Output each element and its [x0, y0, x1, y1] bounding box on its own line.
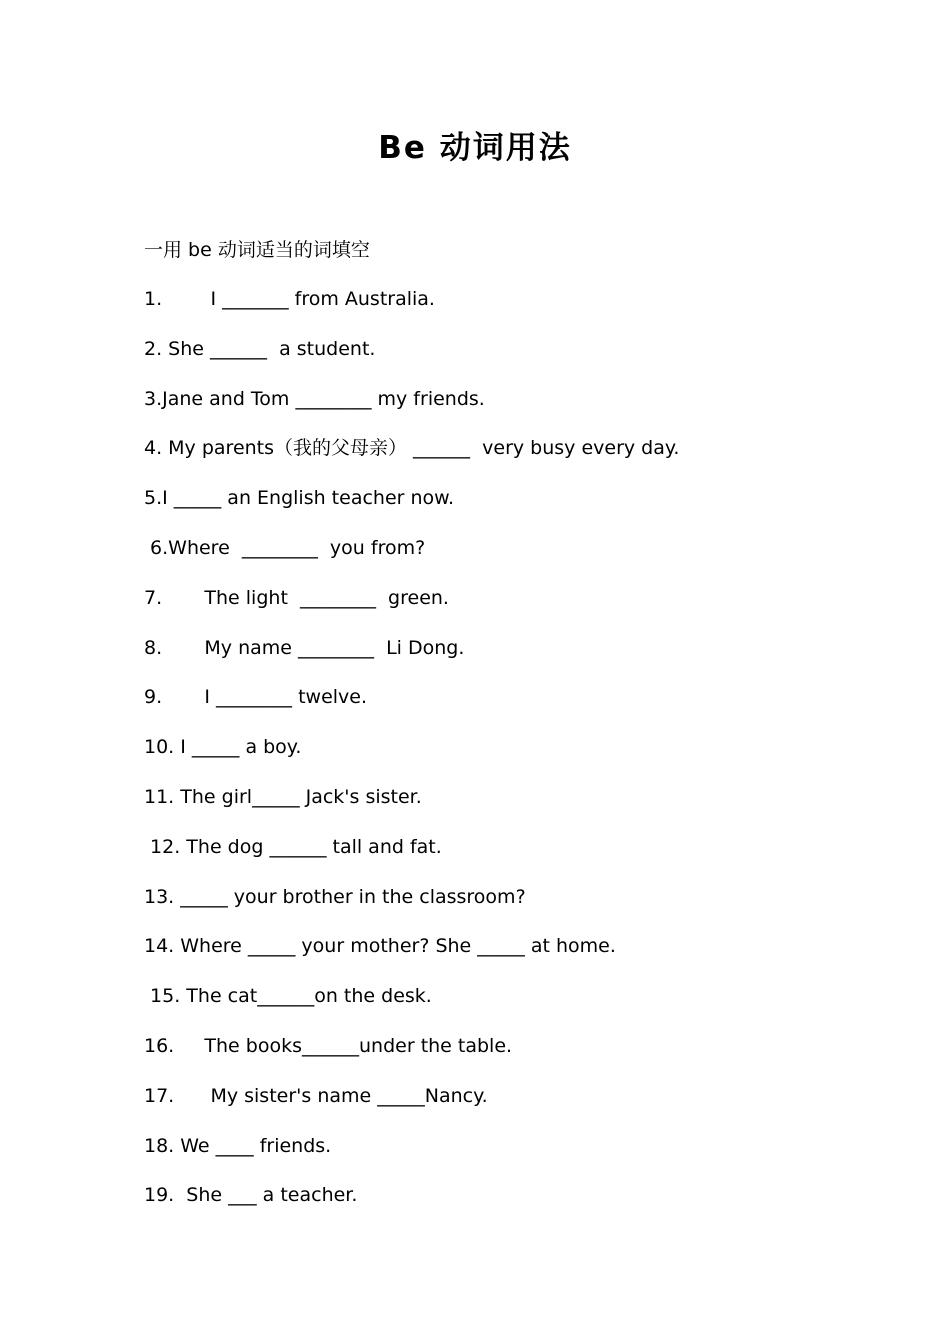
question-item: 18. We ____ friends. — [144, 1134, 332, 1157]
exercise-instruction: 一用 be 动词适当的词填空 — [144, 239, 370, 261]
question-item: 4. My parents（我的父母亲） ______ very busy every day. — [144, 437, 680, 460]
question-item: 17. My sister's name _____Nancy. — [144, 1084, 488, 1107]
question-item: 10. I _____ a boy. — [144, 736, 302, 759]
question-item: 1. I _______ from Australia. — [144, 288, 435, 310]
question-item: 15. The cat______on the desk. — [144, 985, 432, 1008]
question-item: 9. I ________ twelve. — [144, 686, 368, 709]
question-item: 2. She ______ a student. — [144, 337, 376, 360]
question-item: 8. My name ________ Li Dong. — [144, 636, 465, 659]
question-item: 16. The books______under the table. — [144, 1034, 513, 1057]
question-item: 7. The light ________ green. — [144, 586, 449, 609]
question-item: 14. Where _____ your mother? She _____ at home. — [144, 935, 616, 958]
question-item: 19. She ___ a teacher. — [144, 1184, 358, 1207]
question-item: 3.Jane and Tom ________ my friends. — [144, 387, 485, 410]
question-item: 13. _____ your brother in the classroom? — [144, 885, 526, 908]
question-list — [144, 286, 904, 1232]
document-title: Be 动词用法 — [378, 130, 572, 166]
question-item: 11. The girl_____ Jack's sister. — [144, 785, 422, 808]
question-item: 12. The dog ______ tall and fat. — [144, 835, 442, 858]
question-item: 6.Where ________ you from? — [144, 536, 426, 559]
question-item: 5.I _____ an English teacher now. — [144, 487, 454, 510]
